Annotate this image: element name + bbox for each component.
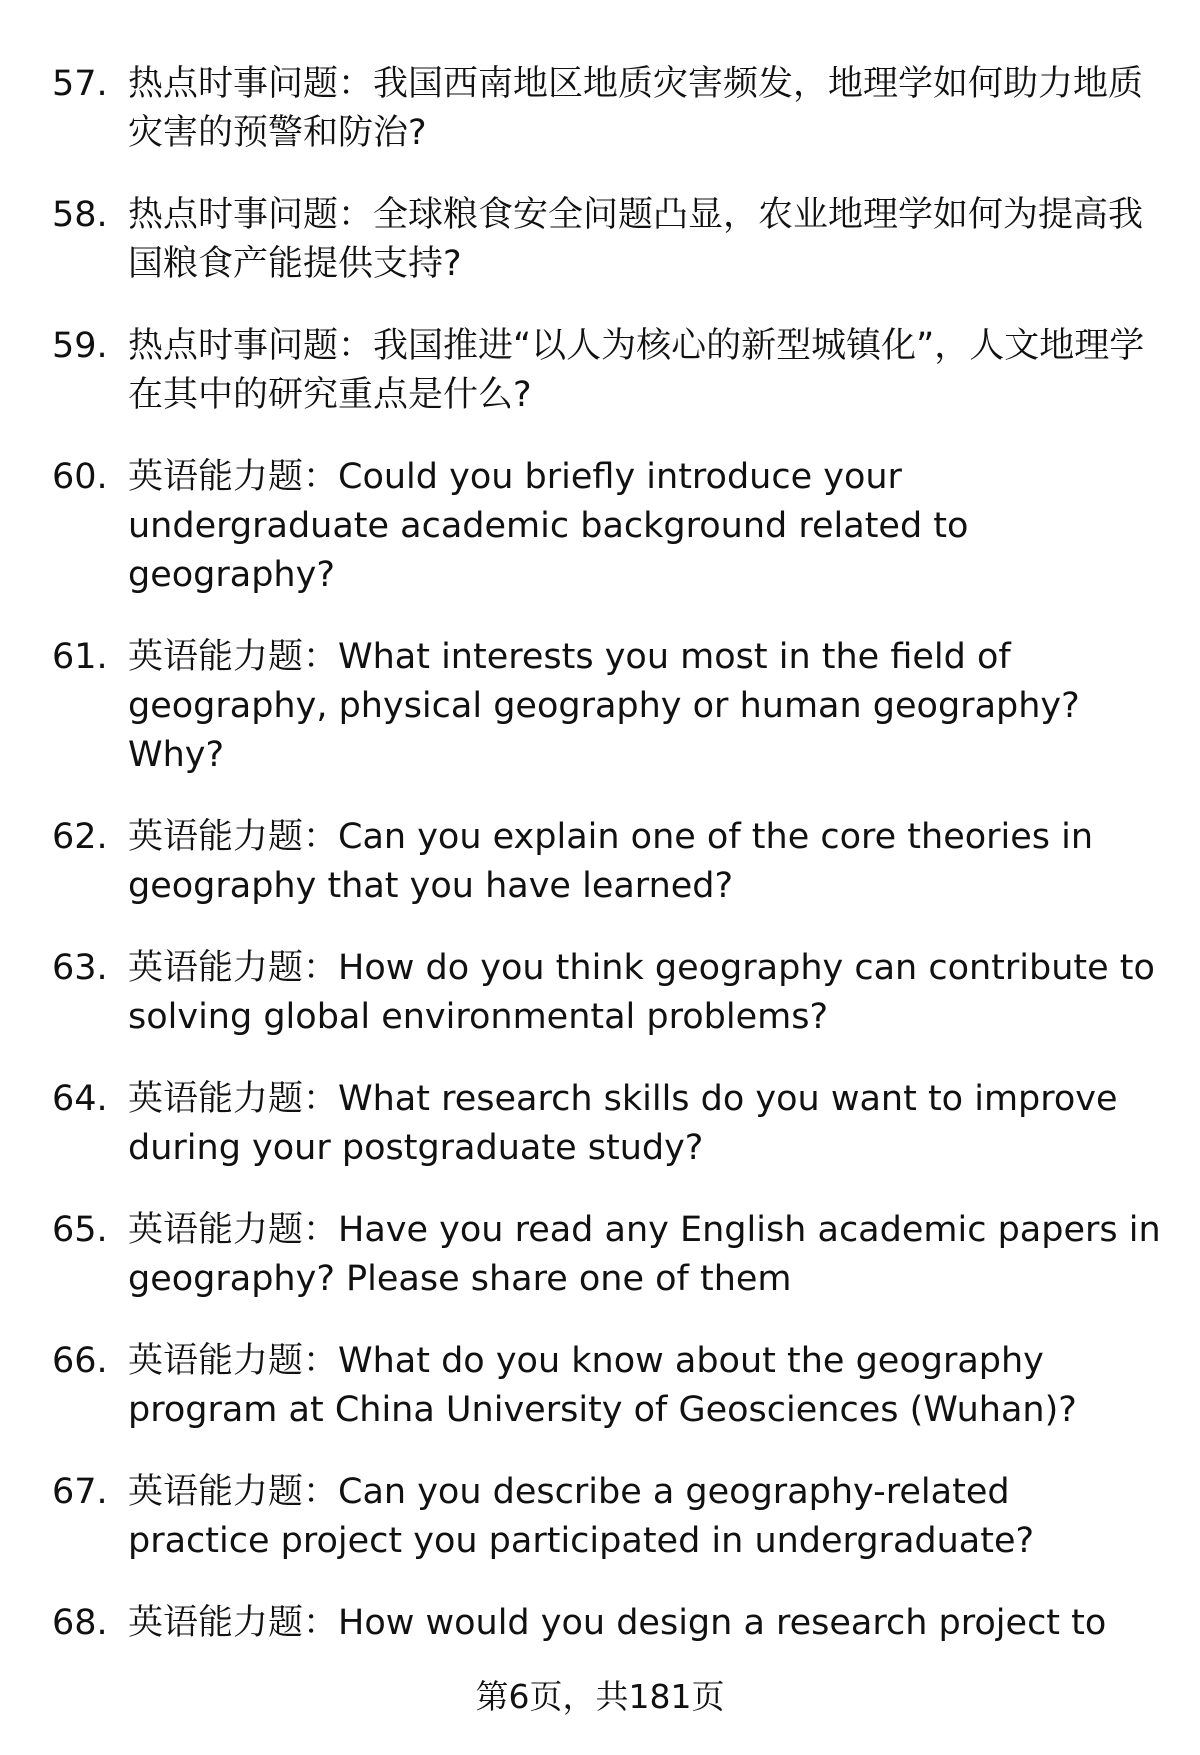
- question-text: 热点时事问题：我国推进“以人为核心的新型城镇化”，人文地理学在其中的研究重点是什么?: [128, 326, 1145, 415]
- question-number: 66.: [52, 1341, 108, 1381]
- question-text: 英语能力题：Can you describe a geography-related practice project you participated in undergraduate?: [128, 1472, 1035, 1561]
- question-number: 61.: [52, 637, 108, 677]
- question-list: [52, 60, 1162, 1681]
- question-text: 英语能力题：Have you read any English academic papers in geography? Please share one of them: [128, 1210, 1161, 1299]
- question-number: 59.: [52, 326, 108, 366]
- question-text: 热点时事问题：我国西南地区地质灾害频发，地理学如何助力地质灾害的预警和防治?: [128, 64, 1144, 153]
- question-number: 67.: [52, 1472, 108, 1512]
- question-item: [52, 322, 1162, 420]
- question-text: 英语能力题：What research skills do you want to improve during your postgraduate study?: [128, 1079, 1118, 1168]
- question-text: 热点时事问题：全球粮食安全问题凸显，农业地理学如何为提高我国粮食产能提供支持?: [128, 195, 1144, 284]
- question-item: [52, 633, 1162, 780]
- question-number: 57.: [52, 64, 108, 104]
- question-item: [52, 453, 1162, 600]
- question-item: [52, 813, 1162, 911]
- question-text: 英语能力题：Can you explain one of the core theories in geography that you have learned?: [128, 817, 1094, 906]
- question-item: [52, 1075, 1162, 1173]
- question-item: [52, 1337, 1162, 1435]
- question-number: 64.: [52, 1079, 108, 1119]
- question-number: 63.: [52, 948, 108, 988]
- question-number: 68.: [52, 1603, 108, 1643]
- question-item: [52, 1599, 1162, 1648]
- page-footer: 第6页，共181页: [475, 1677, 725, 1716]
- question-text: 英语能力题：How would you design a research project to: [128, 1603, 1107, 1643]
- question-item: [52, 1468, 1162, 1566]
- question-item: [52, 191, 1162, 289]
- question-text: 英语能力题：Could you briefly introduce your undergraduate academic background related to geography?: [128, 457, 969, 595]
- question-item: [52, 944, 1162, 1042]
- question-number: 65.: [52, 1210, 108, 1250]
- question-text: 英语能力题：How do you think geography can contribute to solving global environmental problems?: [128, 948, 1155, 1037]
- question-text: 英语能力题：What do you know about the geography program at China University of Geosciences (Wuhan)?: [128, 1341, 1077, 1430]
- question-item: [52, 60, 1162, 158]
- question-number: 62.: [52, 817, 108, 857]
- question-text: 英语能力题：What interests you most in the field of geography, physical geography or human geography? Why?: [128, 637, 1080, 775]
- question-item: [52, 1206, 1162, 1304]
- question-number: 58.: [52, 195, 108, 235]
- question-number: 60.: [52, 457, 108, 497]
